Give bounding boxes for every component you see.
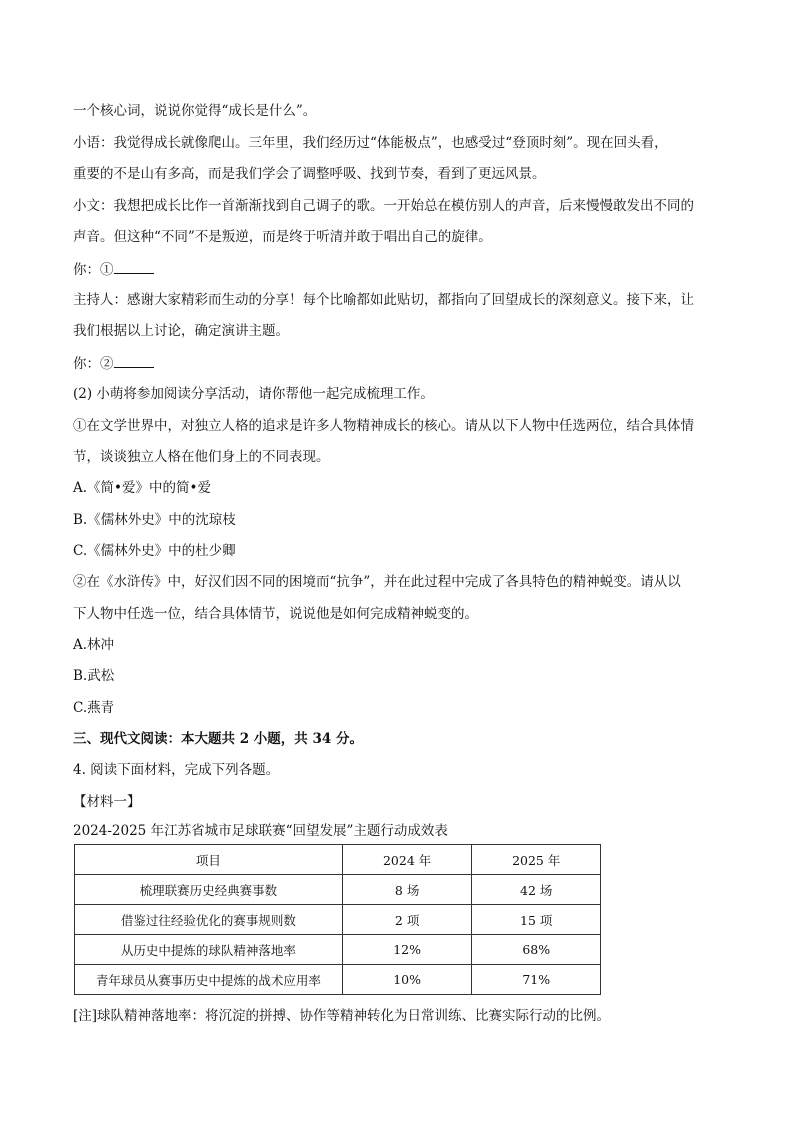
answer-line-2 [73, 353, 723, 374]
text-line: ②在《水浒传》中，好汉们因不同的困境而“抗争”，并在此过程中完成了各具特色的精神蜕变。请从以 [73, 574, 681, 590]
answer-blank [114, 353, 154, 368]
table-header-cell: 项目 [75, 845, 343, 875]
table-cell: 从历史中提炼的球队精神落地率 [75, 935, 343, 965]
table-note: [注]球队精神落地率：将沉淀的拼搏、协作等精神转化为日常训练、比赛实际行动的比例。 [73, 1008, 611, 1024]
text-line: 我们根据以上讨论，确定演讲主题。 [73, 323, 289, 339]
table-cell: 8 场 [342, 875, 472, 905]
option-b: B.《儒林外史》中的沈琼枝 [73, 512, 236, 528]
option-c: C.《儒林外史》中的杜少卿 [73, 543, 236, 559]
table-cell: 68% [472, 935, 601, 965]
option-b: B.武松 [73, 668, 115, 684]
option-a: A.《简•爱》中的简•爱 [73, 480, 211, 496]
table-cell: 10% [342, 965, 472, 995]
table-row [75, 935, 601, 965]
text-line: 小语：我觉得成长就像爬山。三年里，我们经历过“体能极点”，也感受过“登顶时刻”。现在回头看， [73, 135, 668, 151]
text-line: (2) 小萌将参加阅读分享活动，请你帮他一起完成梳理工作。 [73, 386, 434, 402]
effect-table [74, 844, 601, 995]
text-line: 声音。但这种“不同”不是叛逆，而是终于听清并敢于唱出自己的旋律。 [73, 229, 492, 245]
table-row [75, 875, 601, 905]
answer-blank [114, 259, 154, 274]
option-c: C.燕青 [73, 700, 115, 716]
table-cell: 71% [472, 965, 601, 995]
table-header-cell: 2025 年 [472, 845, 601, 875]
text-line: 重要的不是山有多高，而是我们学会了调整呼吸、找到节奏，看到了更远风景。 [73, 166, 546, 182]
table-cell: 借鉴过往经验优化的赛事规则数 [75, 905, 343, 935]
table-header-row [75, 845, 601, 875]
table-row [75, 965, 601, 995]
text-line: 节，谈谈独立人格在他们身上的不同表现。 [73, 449, 330, 465]
material-label: 【材料一】 [73, 794, 141, 810]
answer-line-1 [73, 259, 723, 280]
text-line: 一个核心词，说说你觉得“成长是什么”。 [73, 103, 317, 119]
option-a: A.林冲 [73, 637, 115, 653]
table-cell: 42 场 [472, 875, 601, 905]
table-header-cell: 2024 年 [342, 845, 472, 875]
text-line: 小文：我想把成长比作一首渐渐找到自己调子的歌。一开始总在模仿别人的声音，后来慢慢敢发出不同的 [73, 198, 694, 214]
text-line: 主持人：感谢大家精彩而生动的分享！每个比喻都如此贴切，都指向了回望成长的深刻意义。接下来，让 [73, 292, 694, 308]
table-cell: 2 项 [342, 905, 472, 935]
table-cell: 12% [342, 935, 472, 965]
text-line: 下人物中任选一位，结合具体情节，说说他是如何完成精神蜕变的。 [73, 606, 478, 622]
table-cell: 梳理联赛历史经典赛事数 [75, 875, 343, 905]
answer-label: 你：① [73, 262, 114, 278]
text-line: ①在文学世界中，对独立人格的追求是许多人物精神成长的核心。请从以下人物中任选两位，结合具体情 [73, 418, 694, 434]
answer-label: 你：② [73, 356, 114, 372]
table-cell: 青年球员从赛事历史中提炼的战术应用率 [75, 965, 343, 995]
question-title: 4. 阅读下面材料，完成下列各题。 [73, 762, 280, 778]
section-heading: 三、现代文阅读：本大题共 2 小题，共 34 分。 [73, 731, 363, 747]
table-cell: 15 项 [472, 905, 601, 935]
table-row [75, 905, 601, 935]
table-caption: 2024-2025 年江苏省城市足球联赛“回望发展”主题行动成效表 [73, 823, 448, 839]
